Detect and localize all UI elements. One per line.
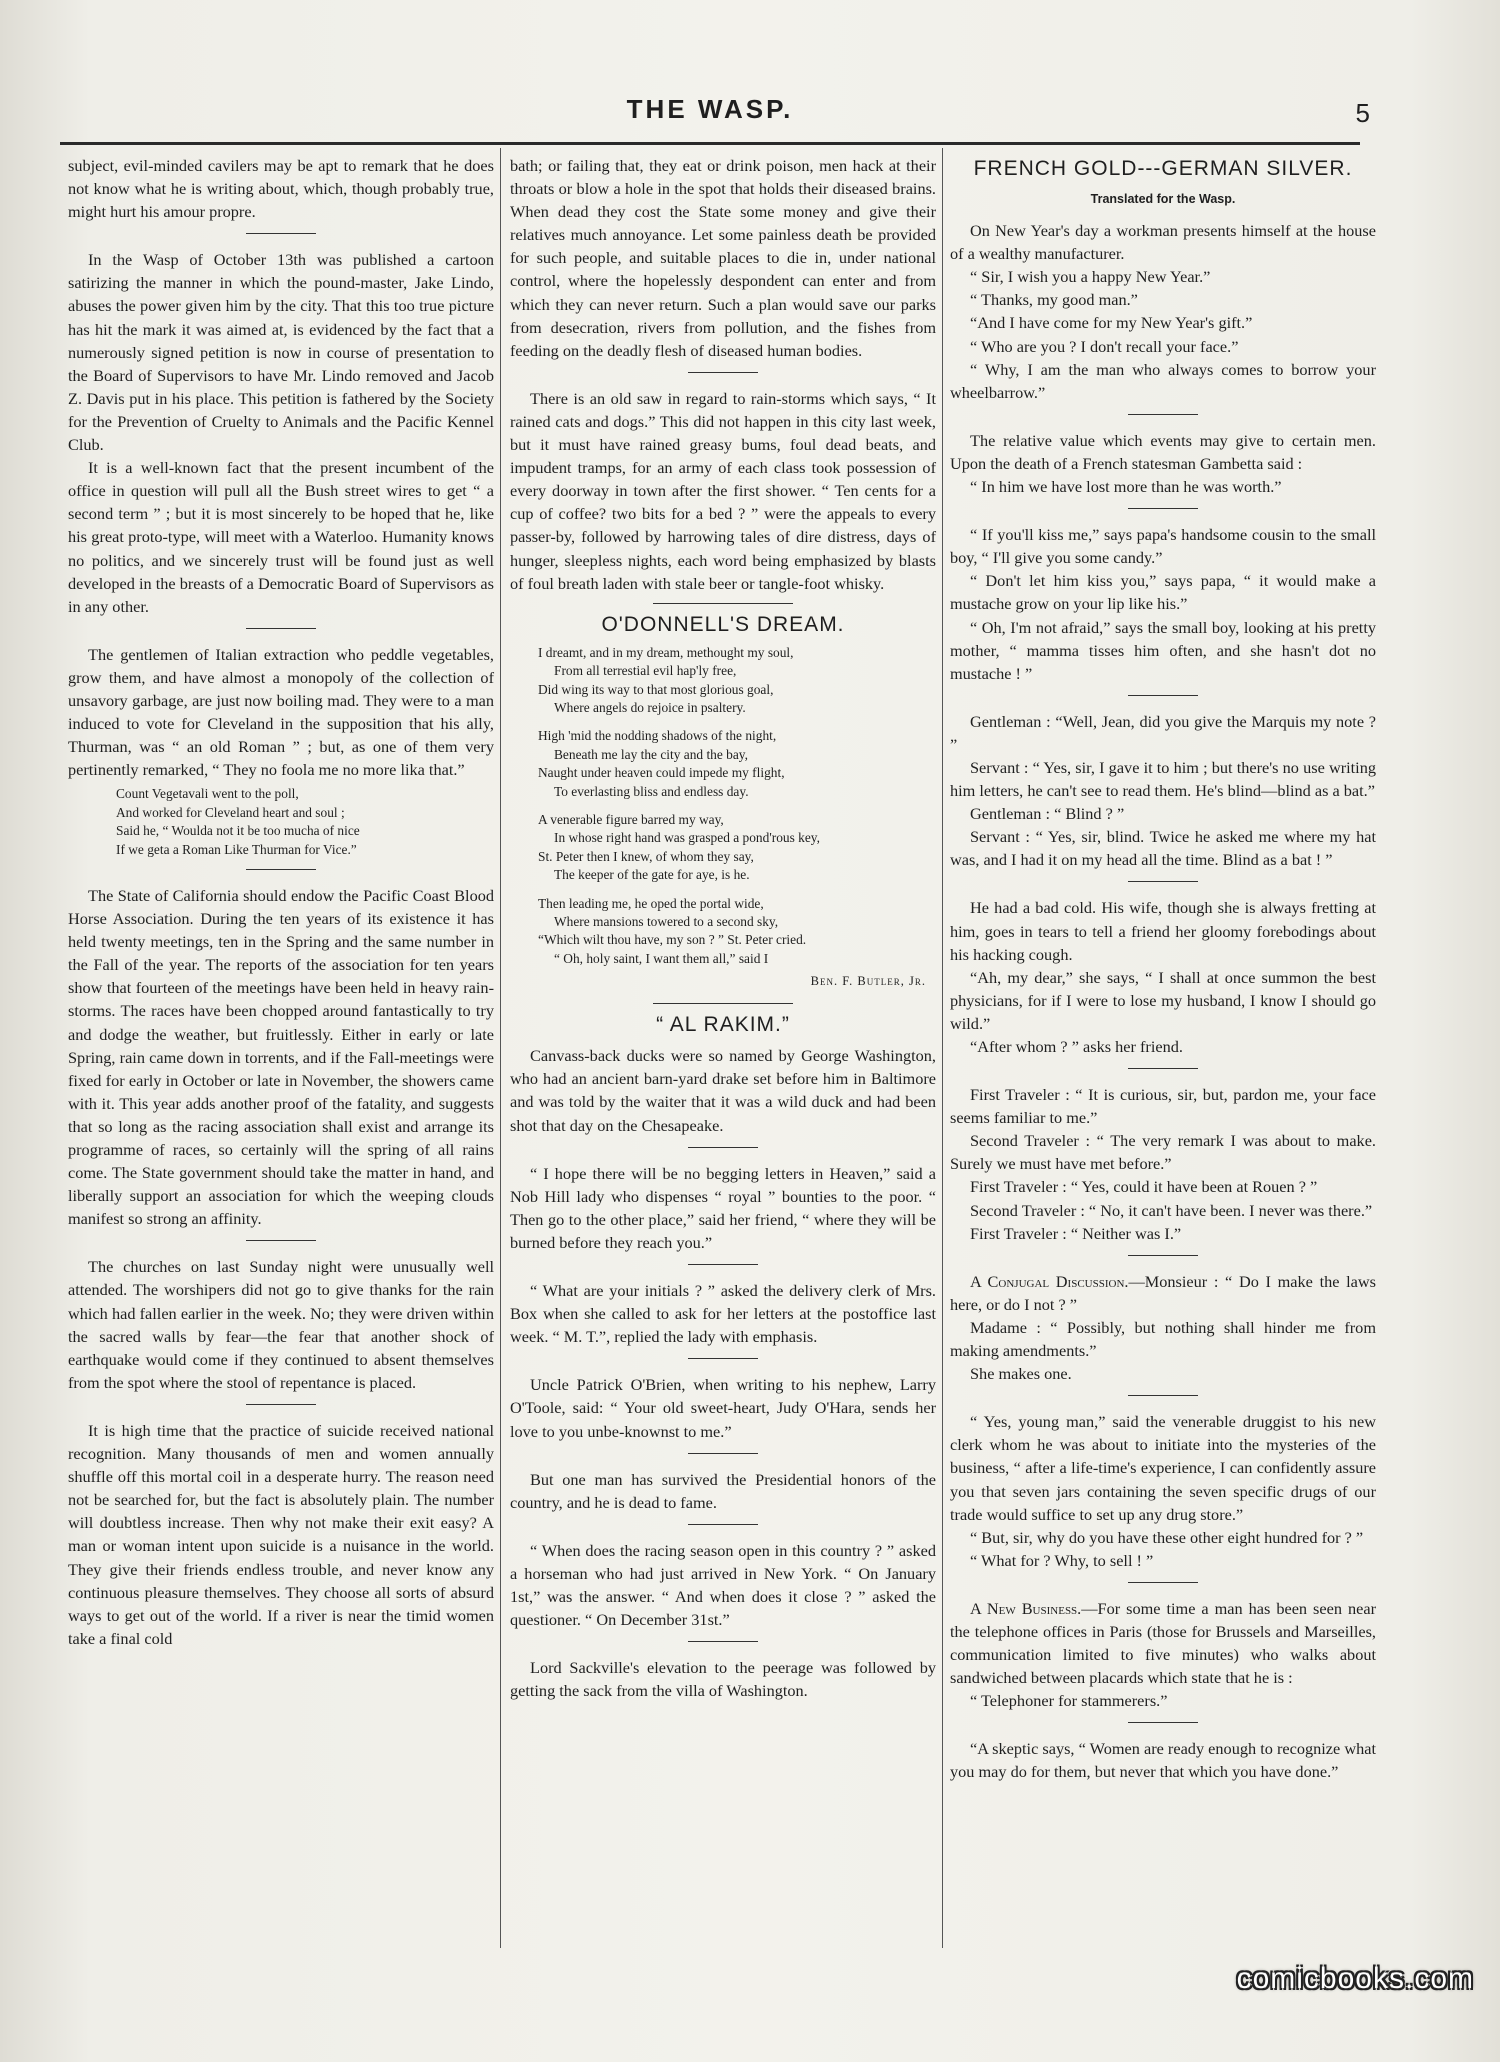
separator-rule: [1128, 1395, 1198, 1396]
paragraph: Uncle Patrick O'Brien, when writing to his nephew, Larry O'Toole, said: “ Your old sweet-heart, Judy O'Hara, sends her love to you unbe-knownst to me.”: [510, 1375, 936, 1441]
paragraph: “Ah, my dear,” she says, “ I shall at once summon the best physicians, for if I were to lose my husband, I know I should go wild.”: [950, 967, 1376, 1033]
stanza: [538, 811, 936, 885]
paragraph: The churches on last Sunday night were unusually well attended. The worshipers did not go to give thanks for the rain which had fallen earlier in the week. No; they were driven within the sacred walls by fear—the fear that another shock of earthquake would come if they continued to absent themselves from the spot where the stool of repentance is placed.: [68, 1257, 494, 1392]
stanza: [538, 727, 936, 801]
paragraph: “ When does the racing season open in this country ? ” asked a horseman who had just arrived in New York. “ On January 1st,” was the answer. “ And when does it close ? ” asked the questioner. “ On December 31st.”: [510, 1540, 936, 1630]
verse-line: “Which wilt thou have, my son ? ” St. Peter cried.: [538, 932, 807, 948]
paragraph: [950, 1270, 1376, 1316]
paragraph: Servant : “ Yes, sir, blind. Twice he asked me where my hat was, and I had it on my head all the time. Blind as a bat ! ”: [950, 827, 1376, 870]
paragraph: “ Who are you ? I don't recall your face.”: [970, 336, 1239, 356]
watermark: comicbooks.com: [1236, 1962, 1474, 1995]
paragraph: “ Telephoner for stammerers.”: [970, 1691, 1168, 1711]
paragraph: “ Thanks, my good man.”: [970, 290, 1138, 310]
paragraph: The relative value which events may give to certain men. Upon the death of a French statesman Gambetta said :: [950, 430, 1376, 473]
paragraph: “ What for ? Why, to sell ! ”: [970, 1550, 1154, 1570]
paragraph: “ Don't let him kiss you,” says papa, “ it would make a mustache grow on your lip like his.”: [950, 571, 1376, 614]
separator-rule: [688, 372, 758, 373]
separator-rule: [688, 1641, 758, 1642]
masthead: [60, 92, 1370, 132]
paragraph: He had a bad cold. His wife, though she is always fretting at him, goes in tears to tell a friend her gloomy forebodings about his hacking cough.: [950, 898, 1376, 964]
verse-line: “ Oh, holy saint, I want them all,” said I: [554, 950, 769, 966]
paragraph: [950, 1597, 1376, 1689]
verse-line: The keeper of the gate for aye, is he.: [554, 867, 750, 883]
verse-line: Beneath me lay the city and the bay,: [554, 746, 748, 762]
stanza: [538, 644, 936, 718]
paragraph: Second Traveler : “ No, it can't have been. I never was there.”: [970, 1200, 1373, 1220]
separator-rule: [688, 1453, 758, 1454]
paragraph: The gentlemen of Italian extraction who peddle vegetables, grow them, and have almost a monopoly of the collection of unsavory garbage, are just now boiling mad. They were to a man induced to vote for Cleveland in the supposition that his ally, Thurman, was “ an old Roman ” ; but, as one of them very pertinently remarked, “ They no foola me no more lika that.”: [68, 644, 494, 780]
paragraph: “ Sir, I wish you a happy New Year.”: [970, 267, 1211, 287]
verse-line: Said he, “ Woulda not it be too mucha of nice: [116, 823, 360, 839]
paragraph: Second Traveler : “ The very remark I was about to make. Surely we must have met before.”: [950, 1131, 1376, 1174]
column-divider: [500, 148, 501, 1948]
separator-rule: [688, 1264, 758, 1265]
paragraph: The State of California should endow the Pacific Coast Blood Horse Association. During the ten years of its existence it has held twenty meetings, ten in the Spring and the same number in the Fall of the year. The reports of the association for ten years show that fourteen of the meetings have been held in heavy rain-storms. The races have been chopped around fantastically to try and dodge the weather, but fruitlessly. Either in early or late Spring, rain came down in torrents, and if the Fall-meetings were fixed for early in October or late in November, the showers came with it. This year adds another proof of the fatality, and suggests that so long as the racing association shall exist and arrange its programme of races, so certainly will the spring of all rains come. The State government should take the matter in hand, and liberally support an association for which the weeping clouds manifest so strong an affinity.: [68, 885, 494, 1229]
paragraph: In the Wasp of October 13th was published a cartoon satirizing the manner in which the pound-master, Jake Lindo, abuses the power given him by the city. That this too true picture has hit the mark it was aimed at, is evidenced by the fact that a numerously signed petition is now in course of presentation to the Board of Supervisors to have Mr. Lindo removed and Jacob Z. Davis put in his place. This petition is fathered by the Society for the Prevention of Cruelty to Animals and the Pacific Kennel Club.: [68, 250, 494, 455]
paragraph: “ Why, I am the man who always comes to borrow your wheelbarrow.”: [950, 359, 1376, 402]
paragraph: On New Year's day a workman presents himself at the house of a wealthy manufacturer.: [950, 221, 1376, 264]
byline: Ben. F. Butler, Jr.: [810, 974, 926, 989]
paragraph: Madame : “ Possibly, but nothing shall hinder me from making amendments.”: [950, 1317, 1376, 1361]
lead-in: A New Business.: [970, 1598, 1082, 1618]
verse-line: Where angels do rejoice in psaltery.: [554, 699, 746, 715]
paragraph-body: —Monsieur : “ Do I make the laws here, or do I not ? ”: [950, 1271, 1376, 1314]
article-subtitle: Translated for the Wasp.: [1090, 192, 1236, 206]
poem-title: O'DONNELL'S DREAM.: [601, 612, 845, 636]
separator-rule: [1128, 1722, 1198, 1723]
separator-rule: [1128, 414, 1198, 415]
paragraph: It is high time that the practice of suicide received national recognition. Many thousands of men and women annually shuffle off this mortal coil in a desperate hurry. The reason need not be searched for, but the fact is absolutely plain. The number will doubtless increase. Then why not make their exit easy? A man or woman intent upon suicide is a nuisance in the world. They give their friends endless trouble, and never know any continuous pleasure themselves. They choose all sorts of absurd ways to get out of the world. If a river is near the timid women take a final cold: [68, 1420, 494, 1648]
paragraph: “ I hope there will be no begging letters in Heaven,” said a Nob Hill lady who dispenses “ royal ” bounties to the poor. “ Then go to the other place,” said her friend, “ where they will be burned before they reach you.”: [510, 1163, 936, 1252]
paragraph: “A skeptic says, “ Women are ready enough to recognize what you may do for them, but never that which you have done.”: [950, 1739, 1376, 1782]
paragraph: Gentleman : “ Blind ? ”: [970, 804, 1125, 824]
separator-rule: [1128, 1582, 1198, 1583]
separator-rule: [246, 233, 316, 234]
lead-in: A Conjugal Discussion.: [970, 1271, 1129, 1291]
verse-line: And worked for Cleveland heart and soul ;: [116, 804, 345, 820]
verse-line: I dreamt, and in my dream, methought my soul,: [538, 644, 794, 660]
article-title: FRENCH GOLD---GERMAN SILVER.: [973, 157, 1353, 180]
paragraph: “ Yes, young man,” said the venerable druggist to his new clerk whom he was about to initiate into the mysteries of the business, “ after a life-time's experience, I can confidently assure you that seven jars containing the seven specific drugs of our trade would suffice to set up any drug store.”: [950, 1412, 1376, 1524]
separator-rule: [1128, 508, 1198, 509]
stanza: [538, 895, 936, 969]
separator-rule: [653, 1003, 793, 1004]
separator-rule: [1128, 1068, 1198, 1069]
separator-rule: [688, 1147, 758, 1148]
paragraph: Lord Sackville's elevation to the peerage was followed by getting the sack from the villa of Washington.: [510, 1658, 936, 1701]
verse-line: Did wing its way to that most glorious goal,: [538, 681, 774, 697]
verse-line: If we geta a Roman Like Thurman for Vice.”: [116, 841, 357, 857]
separator-rule: [1128, 1255, 1198, 1256]
separator-rule: [246, 869, 316, 870]
separator-rule: [1128, 881, 1198, 882]
paragraph: bath; or failing that, they eat or drink poison, men hack at their throats or blow a hole in the spot that holds their diseased brains. When dead they cost the State some money and give their relatives much annoyance. Let some painless death be provided for such people, and suitable places to die in, under national control, where the hopelessly despondent can enter and from which they can never return. Such a plan would save our parks from desecration, rivers from pollution, and the fishes from feeding on the deadly flesh of diseased human bodies.: [510, 156, 936, 360]
paragraph: First Traveler : “ It is curious, sir, but, pardon me, your face seems familiar to me.”: [950, 1085, 1376, 1128]
page-number: 5: [1355, 98, 1370, 128]
separator-rule: [246, 1404, 316, 1405]
verse-line: St. Peter then I knew, of whom they say,: [538, 848, 754, 864]
paragraph: But one man has survived the Presidential honors of the country, and he is dead to fame.: [510, 1469, 936, 1512]
paragraph: First Traveler : “ Neither was I.”: [970, 1223, 1182, 1243]
poem: [510, 644, 936, 969]
verse-line: Where mansions towered to a second sky,: [554, 913, 779, 929]
paragraph-body: —For some time a man has been seen near the telephone offices in Paris (those for Brussels and Marseilles, communication limited to five minutes) who walks about sandwiched between placards which state that he is :: [950, 1598, 1376, 1688]
paragraph: Gentleman : “Well, Jean, did you give the Marquis my note ? ”: [950, 711, 1376, 754]
paragraph: It is a well-known fact that the present incumbent of the office in question will pull all the Bush street wires to get “ a second term ” ; but it is most sincerely to be hoped that he, like his great proto-type, will meet with a Waterloo. Humanity knows no politics, and we sincerely trust will be found just as well developed in the breasts of a Democratic Board of Supervisors as in any other.: [68, 458, 494, 616]
separator-rule: [653, 603, 793, 604]
verse-line: A venerable figure barred my way,: [538, 811, 724, 827]
paragraph: subject, evil-minded cavilers may be apt to remark that he does not know what he is writing about, which, though probably true, might hurt his amour propre.: [68, 156, 494, 222]
section-title: “ AL RAKIM.”: [656, 1013, 790, 1037]
verse-line: Count Vegetavali went to the poll,: [116, 786, 299, 802]
verse-line: Then leading me, he oped the portal wide,: [538, 895, 764, 911]
verse: [68, 785, 494, 859]
column-right: [950, 154, 1376, 1784]
paragraph: “After whom ? ” asks her friend.: [970, 1037, 1183, 1056]
verse-line: To everlasting bliss and endless day.: [554, 783, 749, 799]
separator-rule: [688, 1358, 758, 1359]
separator-rule: [1128, 695, 1198, 696]
paragraph: First Traveler : “ Yes, could it have been at Rouen ? ”: [970, 1177, 1318, 1197]
paragraph: “ In him we have lost more than he was worth.”: [970, 477, 1282, 497]
page-title: THE WASP.: [626, 94, 794, 124]
paragraph: Canvass-back ducks were so named by George Washington, who had an ancient barn-yard drake set before him in Baltimore and was told by the waiter that it was a wild duck and had been shot that day on the Chesapeake.: [510, 1046, 936, 1135]
paragraph: “ But, sir, why do you have these other eight hundred for ? ”: [970, 1527, 1364, 1547]
paragraph: Servant : “ Yes, sir, I gave it to him ; but there's no use writing him letters, he can't see to read them. He's blind—blind as a bat.”: [950, 757, 1376, 801]
paragraph: There is an old saw in regard to rain-storms which says, “ It rained cats and dogs.” This did not happen in this city last week, but it must have rained greasy bums, foul dead beats, and impudent tramps, for an army of each class took possession of every doorway in town after the first shower. “ Ten cents for a cup of coffee? two bits for a bed ? ” were the appeals to every passer-by, followed by harrowing tales of dire distress, days of hunger, sleepless nights, each word being emphasized by blasts of foul breath laden with stale beer or tangle-foot whisky.: [510, 388, 936, 593]
paragraph: “And I have come for my New Year's gift.”: [970, 313, 1253, 333]
verse-line: From all terrestial evil hap'ly free,: [554, 663, 737, 679]
verse-line: Naught under heaven could impede my flight,: [538, 765, 785, 781]
paragraph: She makes one.: [970, 1364, 1072, 1384]
column-middle: [510, 154, 936, 1702]
verse-line: In whose right hand was grasped a pond'rous key,: [554, 830, 820, 846]
paragraph: “ Oh, I'm not afraid,” says the small boy, looking at his pretty mother, “ mamma tisses him often, and she hasn't dot no mustache ! ”: [950, 617, 1376, 683]
column-left: [68, 154, 494, 1650]
paragraph: “ What are your initials ? ” asked the delivery clerk of Mrs. Box when she called to ask for her letters at the postoffice last week. “ M. T.”, replied the lady with emphasis.: [510, 1281, 936, 1347]
separator-rule: [246, 1240, 316, 1241]
verse-line: High 'mid the nodding shadows of the night,: [538, 728, 777, 744]
separator-rule: [246, 628, 316, 629]
masthead-rule: [60, 142, 1360, 145]
paragraph: “ If you'll kiss me,” says papa's handsome cousin to the small boy, “ I'll give you some candy.”: [950, 525, 1376, 568]
separator-rule: [688, 1524, 758, 1525]
column-divider: [942, 148, 943, 1948]
